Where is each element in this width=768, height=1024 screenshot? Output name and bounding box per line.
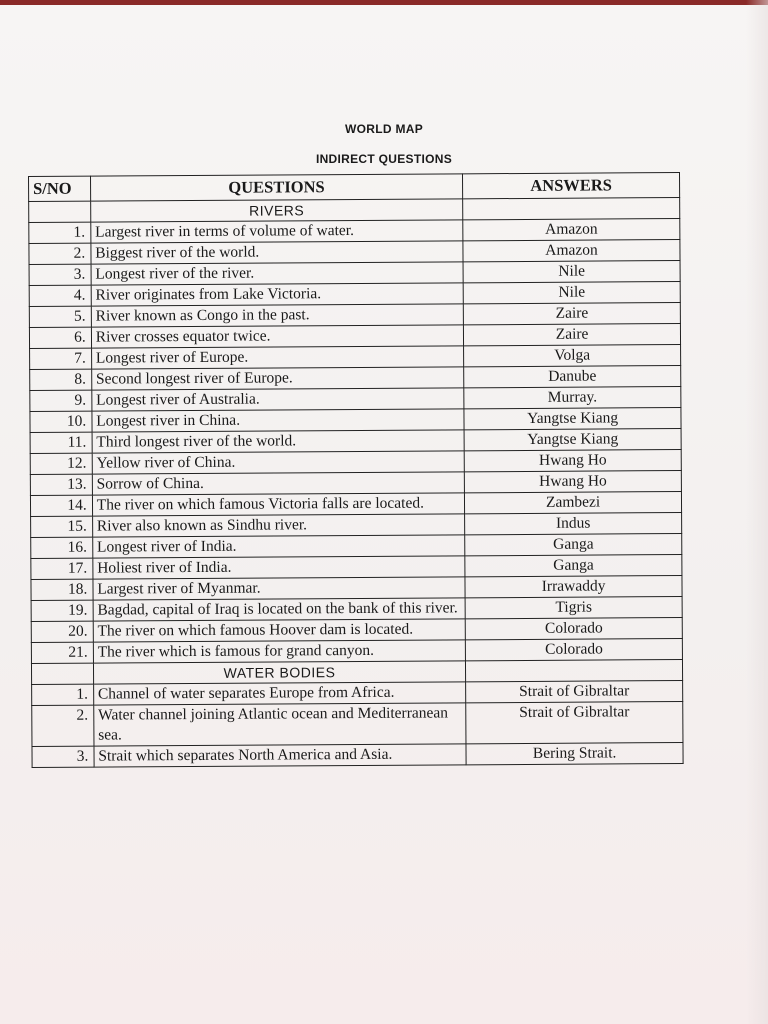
row-question: River also known as Sindhu river. [92,514,465,537]
column-header-answers: ANSWERS [463,173,680,199]
row-question: River known as Congo in the past. [91,304,464,327]
row-answer: Nile [463,282,680,304]
row-answer: Amazon [463,219,680,241]
row-answer: Danube [464,366,681,388]
row-answer: Amazon [463,240,680,262]
row-question: The river on which famous Victoria falls are located. [92,493,465,516]
row-sno: 13. [30,474,92,495]
row-answer: Yangtse Kiang [464,429,681,451]
row-question: Second longest river of Europe. [91,367,464,390]
row-question: Longest river of Europe. [91,346,464,369]
row-question: Yellow river of China. [92,451,465,474]
row-question: Longest river of Australia. [92,388,465,411]
row-sno: 17. [31,558,93,579]
table-body [29,198,683,768]
table-row [32,702,683,747]
row-answer: Zaire [463,303,680,325]
row-answer: Zaire [464,324,681,346]
row-answer: Murray. [464,387,681,409]
row-answer: Strait of Gibraltar [466,702,683,744]
row-answer: Hwang Ho [464,450,681,472]
row-answer: Indus [465,513,682,535]
document-subtitle: INDIRECT QUESTIONS [315,152,453,166]
row-question: Third longest river of the world. [92,430,465,453]
row-sno: 4. [29,285,91,306]
row-question: River originates from Lake Victoria. [91,283,464,306]
document-title: WORLD MAP [344,122,424,136]
row-answer: Ganga [465,555,682,577]
row-answer: Strait of Gibraltar [466,681,683,703]
row-sno: 16. [31,537,93,558]
row-sno: 7. [30,348,92,369]
row-answer: Zambezi [465,492,682,514]
row-answer: Volga [464,345,681,367]
row-sno: 2. [29,243,91,264]
row-answer: Colorado [465,639,682,661]
section-sno-cell [31,663,93,684]
row-sno: 6. [29,327,91,348]
row-question: Water channel joining Atlantic ocean and Mediterranean sea. [93,703,466,746]
row-question: Channel of water separates Europe from Africa. [93,682,466,705]
row-sno: 21. [31,642,93,663]
row-sno: 10. [30,411,92,432]
row-answer: Tigris [465,597,682,619]
column-header-questions: QUESTIONS [90,174,463,201]
section-sno-cell [29,201,91,222]
row-question: Largest river in terms of volume of water. [91,220,464,243]
column-header-sno: S/NO [29,176,91,201]
row-sno: 2. [32,705,94,746]
row-sno: 19. [31,600,93,621]
row-answer: Colorado [465,618,682,640]
row-answer: Ganga [465,534,682,556]
row-answer: Hwang Ho [464,471,681,493]
row-question: Biggest river of the world. [91,241,464,264]
row-sno: 3. [29,264,91,285]
row-sno: 20. [31,621,93,642]
row-answer: Nile [463,261,680,283]
row-question: Longest river of the river. [91,262,464,285]
row-question: Longest river of India. [92,535,465,558]
row-sno: 1. [32,684,94,705]
row-question: The river which is famous for grand canyon. [93,640,466,663]
row-question: Holiest river of India. [93,556,466,579]
row-answer: Yangtse Kiang [464,408,681,430]
row-sno: 3. [32,746,94,767]
row-sno: 5. [29,306,91,327]
section-answer-cell [463,198,680,220]
questions-table [28,172,684,768]
row-sno: 18. [31,579,93,600]
section-answer-cell [466,660,683,682]
row-question: The river on which famous Hoover dam is located. [93,619,466,642]
row-sno: 11. [30,432,92,453]
row-question: River crosses equator twice. [91,325,464,348]
row-sno: 15. [31,516,93,537]
row-sno: 14. [30,495,92,516]
table-row [32,743,683,768]
row-question: Longest river in China. [92,409,465,432]
top-edge-strip [0,0,768,5]
row-question: Bagdad, capital of Iraq is located on the bank of this river. [93,598,466,621]
row-question: Strait which separates North America and Asia. [94,744,467,767]
row-question: Largest river of Myanmar. [93,577,466,600]
row-sno: 9. [30,390,92,411]
row-sno: 8. [30,369,92,390]
section-heading: WATER BODIES [93,661,466,684]
row-answer: Irrawaddy [465,576,682,598]
row-sno: 1. [29,222,91,243]
section-heading: RIVERS [90,199,463,222]
row-question: Sorrow of China. [92,472,465,495]
row-sno: 12. [30,453,92,474]
row-answer: Bering Strait. [466,743,683,765]
